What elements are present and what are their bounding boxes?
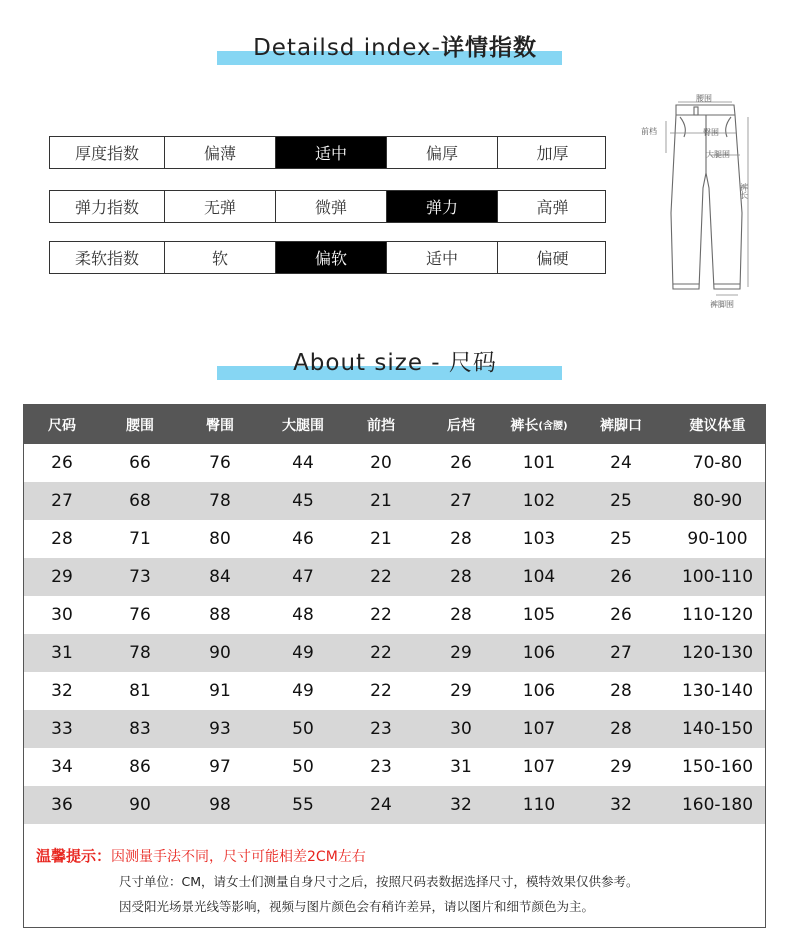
table-cell: 36 [51, 795, 73, 815]
table-cell: 33 [51, 719, 73, 739]
table-cell: 90 [129, 795, 151, 815]
detail-title [0, 29, 790, 62]
table-row [24, 482, 765, 520]
table-cell: 84 [209, 567, 231, 587]
table-cell: 27 [51, 491, 73, 511]
table-cell: 28 [51, 529, 73, 549]
table-cell: 78 [209, 491, 231, 511]
table-cell: 68 [129, 491, 151, 511]
table-cell: 21 [370, 491, 392, 511]
table-cell: 110-120 [681, 605, 754, 625]
table-cell: 101 [522, 453, 556, 473]
table-cell: 88 [209, 605, 231, 625]
index-option-selected: 偏软 [275, 242, 386, 273]
table-cell: 140-150 [681, 719, 754, 739]
table-cell: 32 [450, 795, 472, 815]
table-cell: 31 [450, 757, 472, 777]
table-cell: 107 [522, 719, 556, 739]
table-cell: 71 [129, 529, 151, 549]
table-cell: 27 [610, 643, 632, 663]
table-cell: 48 [292, 605, 314, 625]
table-cell: 90 [209, 643, 231, 663]
index-row [49, 136, 606, 169]
table-cell: 55 [292, 795, 314, 815]
column-header-label: 腰围 [126, 417, 154, 434]
table-cell: 70-80 [692, 453, 743, 473]
table-cell: 78 [129, 643, 151, 663]
size-title-en: About size - [293, 350, 449, 376]
index-row [49, 241, 606, 274]
table-cell: 29 [610, 757, 632, 777]
table-cell: 105 [522, 605, 556, 625]
diagram-label-length: 裤长 [739, 183, 749, 199]
diagram-label-waist: 腰围 [696, 94, 712, 103]
table-cell: 45 [292, 491, 314, 511]
table-row [24, 596, 765, 634]
table-cell: 49 [292, 643, 314, 663]
table-cell: 24 [610, 453, 632, 473]
column-header-label: 大腿围 [282, 417, 324, 434]
table-cell: 22 [370, 605, 392, 625]
table-cell: 91 [209, 681, 231, 701]
table-cell: 32 [51, 681, 73, 701]
index-option: 适中 [386, 242, 497, 273]
table-cell: 50 [292, 757, 314, 777]
index-row-label: 柔软指数 [74, 249, 139, 268]
column-header-label: 尺码 [48, 417, 76, 434]
table-cell: 29 [450, 681, 472, 701]
column-header-label: 臀围 [206, 417, 234, 434]
index-option-selected: 弹力 [386, 191, 497, 222]
column-header-label: 后档 [447, 417, 475, 434]
column-header-label: 建议体重 [689, 417, 746, 434]
index-option: 无弹 [164, 191, 275, 222]
index-option: 微弹 [275, 191, 386, 222]
column-header-label: 裤脚口 [600, 417, 642, 434]
table-cell: 102 [522, 491, 556, 511]
index-option-selected: 适中 [275, 137, 386, 168]
table-cell: 25 [610, 529, 632, 549]
pants-measurement-diagram [636, 93, 756, 315]
index-option: 加厚 [497, 137, 607, 168]
table-cell: 20 [370, 453, 392, 473]
table-header [24, 405, 765, 444]
index-option: 偏硬 [497, 242, 607, 273]
warm-tip-label: 温馨提示： [36, 847, 112, 865]
table-row [24, 710, 765, 748]
table-row [24, 444, 765, 482]
table-cell: 90-100 [687, 529, 748, 549]
table-cell: 23 [370, 757, 392, 777]
table-cell: 26 [51, 453, 73, 473]
table-cell: 97 [209, 757, 231, 777]
index-row-label: 弹力指数 [74, 198, 139, 217]
table-cell: 100-110 [681, 567, 754, 587]
table-cell: 26 [450, 453, 472, 473]
index-row [49, 190, 606, 223]
column-header [572, 405, 670, 444]
table-cell: 47 [292, 567, 314, 587]
table-cell: 150-160 [681, 757, 754, 777]
detail-section-title [0, 29, 790, 69]
table-row [24, 558, 765, 596]
table-cell: 80 [209, 529, 231, 549]
table-cell: 107 [522, 757, 556, 777]
table-cell: 26 [610, 605, 632, 625]
table-cell: 80-90 [692, 491, 743, 511]
index-option: 偏薄 [164, 137, 275, 168]
table-cell: 110 [522, 795, 556, 815]
table-cell: 44 [292, 453, 314, 473]
table-cell: 23 [370, 719, 392, 739]
column-header [24, 405, 100, 444]
table-cell: 66 [129, 453, 151, 473]
table-cell: 25 [610, 491, 632, 511]
table-cell: 30 [450, 719, 472, 739]
table-cell: 21 [370, 529, 392, 549]
table-cell: 86 [129, 757, 151, 777]
column-header [506, 405, 572, 444]
table-cell: 106 [522, 681, 556, 701]
table-cell: 32 [610, 795, 632, 815]
table-row [24, 786, 765, 824]
size-section-title [0, 344, 790, 384]
table-cell: 83 [129, 719, 151, 739]
detail-title-cn: 详情指数 [440, 35, 537, 61]
table-cell: 22 [370, 681, 392, 701]
column-header-label: 裤长 [510, 417, 539, 434]
table-cell: 93 [209, 719, 231, 739]
table-cell: 26 [610, 567, 632, 587]
table-cell: 106 [522, 643, 556, 663]
warm-tip [36, 845, 366, 866]
warm-tip-text: 因测量手法不同，尺寸可能相差2CM左右 [111, 849, 366, 865]
table-row [24, 748, 765, 786]
table-cell: 27 [450, 491, 472, 511]
table-cell: 50 [292, 719, 314, 739]
table-cell: 76 [129, 605, 151, 625]
table-cell: 120-130 [681, 643, 754, 663]
table-cell: 73 [129, 567, 151, 587]
table-cell: 29 [450, 643, 472, 663]
diagram-label-hip: 臀围 [703, 128, 719, 137]
size-table [23, 404, 766, 928]
column-header-note: (含腰) [538, 421, 568, 432]
table-cell: 98 [209, 795, 231, 815]
column-header [100, 405, 180, 444]
table-cell: 28 [450, 567, 472, 587]
index-option: 软 [164, 242, 275, 273]
table-cell: 160-180 [681, 795, 754, 815]
column-header [180, 405, 260, 444]
column-header [260, 405, 346, 444]
table-cell: 22 [370, 567, 392, 587]
size-title-cn: 尺码 [448, 350, 497, 376]
table-cell: 103 [522, 529, 556, 549]
table-cell: 30 [51, 605, 73, 625]
table-cell: 28 [450, 529, 472, 549]
note-unit: 尺寸单位：CM，请女士们测量自身尺寸之后，按照尺码表数据选择尺寸，模特效果仅供参考。 [119, 874, 639, 889]
table-cell: 31 [51, 643, 73, 663]
note-color: 因受阳光场景光线等影响，视频与图片颜色会有稍许差异，请以图片和细节颜色为主。 [119, 899, 595, 914]
table-cell: 22 [370, 643, 392, 663]
diagram-label-front-rise: 前档 [641, 127, 657, 136]
table-cell: 81 [129, 681, 151, 701]
table-cell: 76 [209, 453, 231, 473]
detail-title-en: Detailsd index- [253, 35, 441, 61]
table-cell: 28 [610, 719, 632, 739]
diagram-label-thigh: 大腿围 [706, 150, 730, 159]
column-header [416, 405, 506, 444]
column-header-label: 前挡 [367, 417, 395, 434]
table-cell: 34 [51, 757, 73, 777]
table-cell: 130-140 [681, 681, 754, 701]
column-header [346, 405, 416, 444]
table-row [24, 672, 765, 710]
table-row [24, 520, 765, 558]
table-cell: 24 [370, 795, 392, 815]
diagram-label-hem: 裤脚围 [710, 300, 734, 309]
index-option: 偏厚 [386, 137, 497, 168]
index-option: 高弹 [497, 191, 607, 222]
table-cell: 104 [522, 567, 556, 587]
table-row [24, 634, 765, 672]
table-cell: 49 [292, 681, 314, 701]
column-header [670, 405, 765, 444]
table-cell: 28 [450, 605, 472, 625]
table-cell: 46 [292, 529, 314, 549]
table-cell: 28 [610, 681, 632, 701]
table-cell: 29 [51, 567, 73, 587]
index-row-label: 厚度指数 [74, 144, 139, 163]
size-title [0, 344, 790, 377]
